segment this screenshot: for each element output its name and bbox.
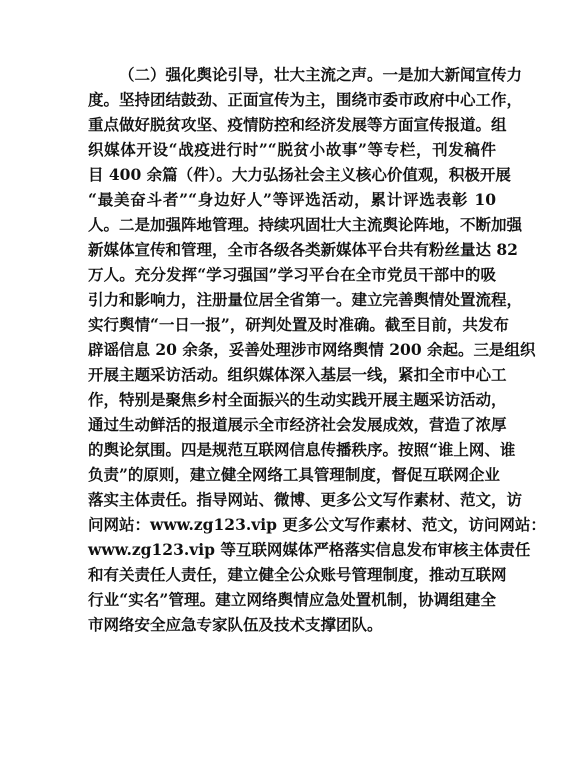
text-line: 引力和影响力，注册量位居全省第一。建立完善舆情处置流程，: [88, 290, 523, 309]
text-line: 万人。充分发挥“学习强国”学习平台在全市党员干部中的吸: [88, 265, 496, 284]
text-line: www.zg123.vip 等互联网媒体严格落实信息发布审核主体责任: [88, 540, 531, 559]
text-line: 辟谣信息 20 余条，妥善处理涉市网络舆情 200 余起。三是组织: [88, 340, 536, 359]
text-line: 的舆论氛围。四是规范互联网信息传播秩序。按照“谁上网、谁: [88, 440, 516, 459]
text-line: 开展主题采访活动。组织媒体深入基层一线，紧扣全市中心工: [88, 365, 507, 384]
text-line: 作，特别是聚焦乡村全面振兴的生动实践开展主题采访活动，: [88, 390, 507, 409]
text-line: 落实主体责任。指导网站、微博、更多公文写作素材、范文，访: [88, 490, 523, 509]
text-line: 重点做好脱贫攻坚、疫情防控和经济发展等方面宣传报道。组: [88, 115, 507, 134]
text-line: 人。二是加强阵地管理。持续巩固壮大主流舆论阵地，不断加强: [88, 215, 523, 234]
text-line: 和有关责任人责任，建立健全公众账号管理制度，推动互联网: [88, 565, 507, 584]
text-line: 行业“实名”管理。建立网络舆情应急处置机制，协调组建全: [88, 590, 496, 609]
text-line: “最美奋斗者”“身边好人”等评选活动，累计评选表彰 10: [88, 190, 496, 209]
text-line: 市网络安全应急专家队伍及技术支撑团队。: [88, 615, 383, 634]
text-line: 问网站：www.zg123.vip 更多公文写作素材、范文，访问网站：: [88, 515, 546, 534]
text-line: 实行舆情“一日一报”，研判处置及时准确。截至目前，共发布: [88, 315, 509, 334]
text-line: 通过生动鲜活的报道展示全市经济社会发展成效，营造了浓厚: [88, 415, 507, 434]
text-line: 度。坚持团结鼓劲、正面宣传为主，围绕市委市政府中心工作，: [88, 90, 523, 109]
body-paragraph: [88, 62, 546, 637]
text-line: 织媒体开设“战疫进行时”“脱贫小故事”等专栏，刊发稿件: [88, 140, 496, 159]
text-line: 目 400 余篇（件）。大力弘扬社会主义核心价值观，积极开展: [88, 165, 511, 184]
text-line: （二）强化舆论引导，壮大主流之声。一是加大新闻宣传力: [119, 65, 523, 84]
text-line: 新媒体宣传和管理，全市各级各类新媒体平台共有粉丝量达 82: [88, 240, 518, 259]
text-line: 负责”的原则，建立健全网络工具管理制度，督促互联网企业: [88, 465, 500, 484]
